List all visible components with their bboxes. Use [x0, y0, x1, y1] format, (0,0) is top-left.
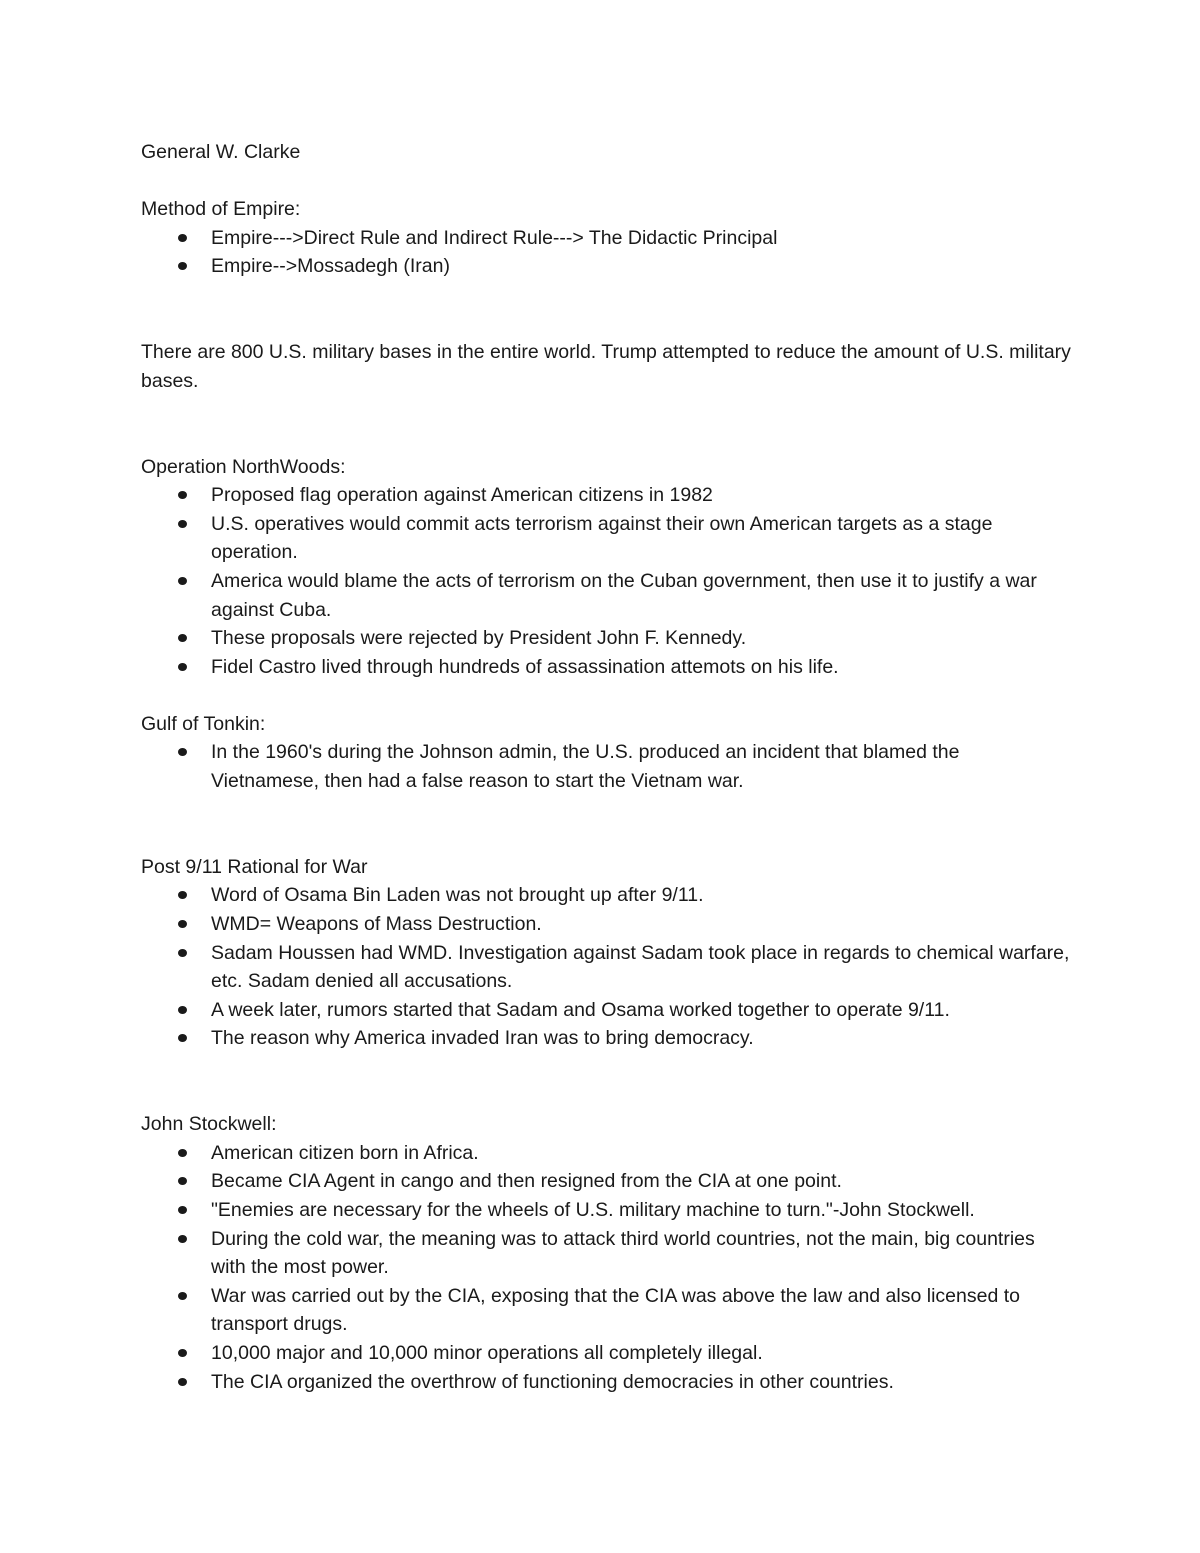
list-item-text: Empire--->Direct Rule and Indirect Rule---> The Didactic Principal [211, 226, 778, 249]
list-item [141, 1368, 1071, 1397]
spacer [141, 281, 1071, 338]
list-item-text: During the cold war, the meaning was to attack third world countries, not the main, big countries with the most power. [211, 1227, 1035, 1279]
method-of-empire-list [141, 224, 1071, 281]
list-item-text: The CIA organized the overthrow of functioning democracies in other countries. [211, 1370, 894, 1393]
section-heading-tonkin: Gulf of Tonkin: [141, 712, 266, 735]
bullet-icon [178, 234, 187, 242]
list-item [141, 1139, 1071, 1168]
spacer [141, 167, 1071, 196]
bullet-icon [178, 1006, 187, 1014]
list-item-text: Word of Osama Bin Laden was not brought up after 9/11. [211, 884, 704, 907]
bullet-icon [178, 491, 187, 499]
list-item [141, 624, 1071, 653]
list-item [141, 1339, 1071, 1368]
bullet-icon [178, 891, 187, 899]
list-item-text: Proposed flag operation against American citizens in 1982 [211, 484, 713, 507]
bullet-icon [178, 1149, 187, 1157]
section-heading-method-of-empire: Method of Empire: [141, 198, 301, 221]
bullet-icon [178, 1034, 187, 1042]
northwoods-list [141, 481, 1071, 681]
list-item-text: U.S. operatives would commit acts terrorism against their own American targets as a stage operation. [211, 512, 993, 564]
list-item-text: Sadam Houssen had WMD. Investigation against Sadam took place in regards to chemical warfare, etc. Sadam denied all accusations. [211, 941, 1070, 993]
list-item [141, 996, 1071, 1025]
stockwell-list [141, 1139, 1071, 1396]
bullet-icon [178, 1292, 187, 1300]
list-item [141, 653, 1071, 682]
bullet-icon [178, 520, 187, 528]
list-item-text: The reason why America invaded Iran was to bring democracy. [211, 1027, 754, 1050]
list-item-text: Empire-->Mossadegh (Iran) [211, 255, 450, 278]
bases-paragraph: There are 800 U.S. military bases in the entire world. Trump attempted to reduce the amount of U.S. military bases. [141, 341, 1071, 392]
spacer [141, 395, 1071, 452]
bullet-icon [178, 1177, 187, 1185]
document-body [141, 138, 1071, 1396]
list-item [141, 910, 1071, 939]
list-item-text: WMD= Weapons of Mass Destruction. [211, 913, 542, 936]
bullet-icon [178, 1378, 187, 1386]
list-item-text: Became CIA Agent in cango and then resigned from the CIA at one point. [211, 1170, 842, 1193]
bullet-icon [178, 634, 187, 642]
list-item-text: These proposals were rejected by President John F. Kennedy. [211, 627, 747, 650]
list-item-text: War was carried out by the CIA, exposing that the CIA was above the law and also licensed to transport drugs. [211, 1284, 1020, 1336]
list-item [141, 510, 1071, 567]
spacer [141, 1053, 1071, 1110]
bullet-icon [178, 577, 187, 585]
bullet-icon [178, 1206, 187, 1214]
post-911-list [141, 881, 1071, 1053]
list-item-text: America would blame the acts of terrorism on the Cuban government, then use it to justify a war against Cuba. [211, 569, 1037, 621]
spacer [141, 796, 1071, 853]
section-heading-post-911: Post 9/11 Rational for War [141, 855, 368, 878]
document-title: General W. Clarke [141, 141, 301, 163]
list-item [141, 1024, 1071, 1053]
list-item-text: In the 1960's during the Johnson admin, the U.S. produced an incident that blamed the Vietnamese, then had a false reason to start the Vietnam war. [211, 741, 960, 793]
list-item-text: 10,000 major and 10,000 minor operations all completely illegal. [211, 1341, 763, 1364]
bullet-icon [178, 949, 187, 957]
bullet-icon [178, 1235, 187, 1243]
list-item [141, 881, 1071, 910]
list-item [141, 1282, 1071, 1339]
bullet-icon [178, 920, 187, 928]
bullet-icon [178, 663, 187, 671]
list-item-text: Fidel Castro lived through hundreds of assassination attemots on his life. [211, 655, 839, 678]
list-item-text: "Enemies are necessary for the wheels of U.S. military machine to turn."-John Stockwell. [211, 1198, 975, 1221]
tonkin-list [141, 738, 1071, 795]
list-item [141, 939, 1071, 996]
section-heading-northwoods: Operation NorthWoods: [141, 455, 346, 478]
list-item [141, 1196, 1071, 1225]
list-item [141, 224, 1071, 253]
list-item [141, 481, 1071, 510]
list-item [141, 738, 1071, 795]
list-item-text: American citizen born in Africa. [211, 1141, 479, 1164]
bullet-icon [178, 262, 187, 270]
bullet-icon [178, 1349, 187, 1357]
bullet-icon [178, 748, 187, 756]
list-item [141, 1225, 1071, 1282]
list-item [141, 252, 1071, 281]
spacer [141, 681, 1071, 710]
list-item [141, 1167, 1071, 1196]
list-item-text: A week later, rumors started that Sadam and Osama worked together to operate 9/11. [211, 998, 950, 1021]
list-item [141, 567, 1071, 624]
section-heading-stockwell: John Stockwell: [141, 1113, 277, 1136]
